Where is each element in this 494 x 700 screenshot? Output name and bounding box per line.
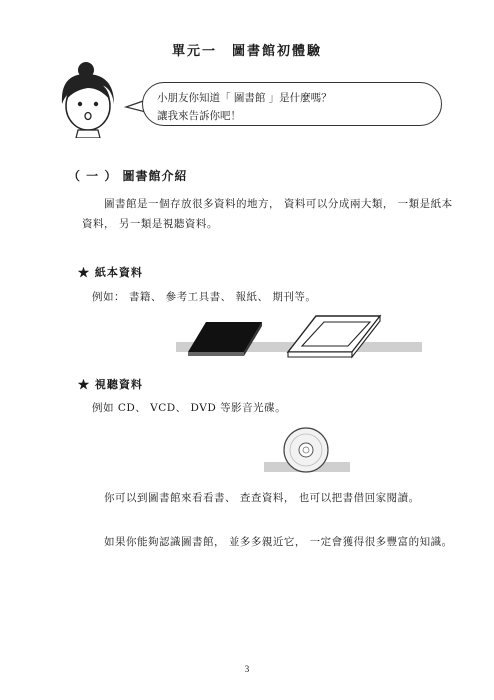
av-materials-example: 例如 CD、 VCD、 DVD 等影音光碟。	[92, 402, 287, 414]
bubble-line-2: 讓我來告訴你吧！	[157, 110, 241, 122]
section-heading: （ 一 ） 圖書館介紹	[68, 169, 188, 183]
paper-materials-example: 例如： 書籍、 參考工具書、 報紙、 期刊等。	[92, 291, 317, 303]
page-number: 3	[244, 664, 250, 674]
cd-illustration	[264, 426, 350, 476]
intro-paragraph: 圖書館是一個存放很多資料的地方， 資料可以分成兩大類， 一類是紙本資料， 另一類是視聽資料。	[82, 198, 453, 230]
paragraph-2: 你可以到圖書館來看看書、 查查資料， 也可以把書借回家閱讀。	[104, 492, 420, 504]
girl-illustration	[56, 60, 130, 138]
bubble-line-1: 小朋友你知道「 圖書館 」是什麼嗎？	[157, 92, 332, 104]
av-materials-heading: ★ 視聽資料	[78, 378, 143, 391]
paragraph-3: 如果你能夠認識圖書館， 並多多親近它， 一定會獲得很多豐富的知識。	[104, 536, 453, 548]
paper-materials-heading: ★ 紙本資料	[78, 266, 143, 279]
speech-bubble	[142, 82, 442, 126]
page-title: 單元一 圖書館初體驗	[171, 44, 322, 59]
books-illustration	[176, 312, 422, 360]
